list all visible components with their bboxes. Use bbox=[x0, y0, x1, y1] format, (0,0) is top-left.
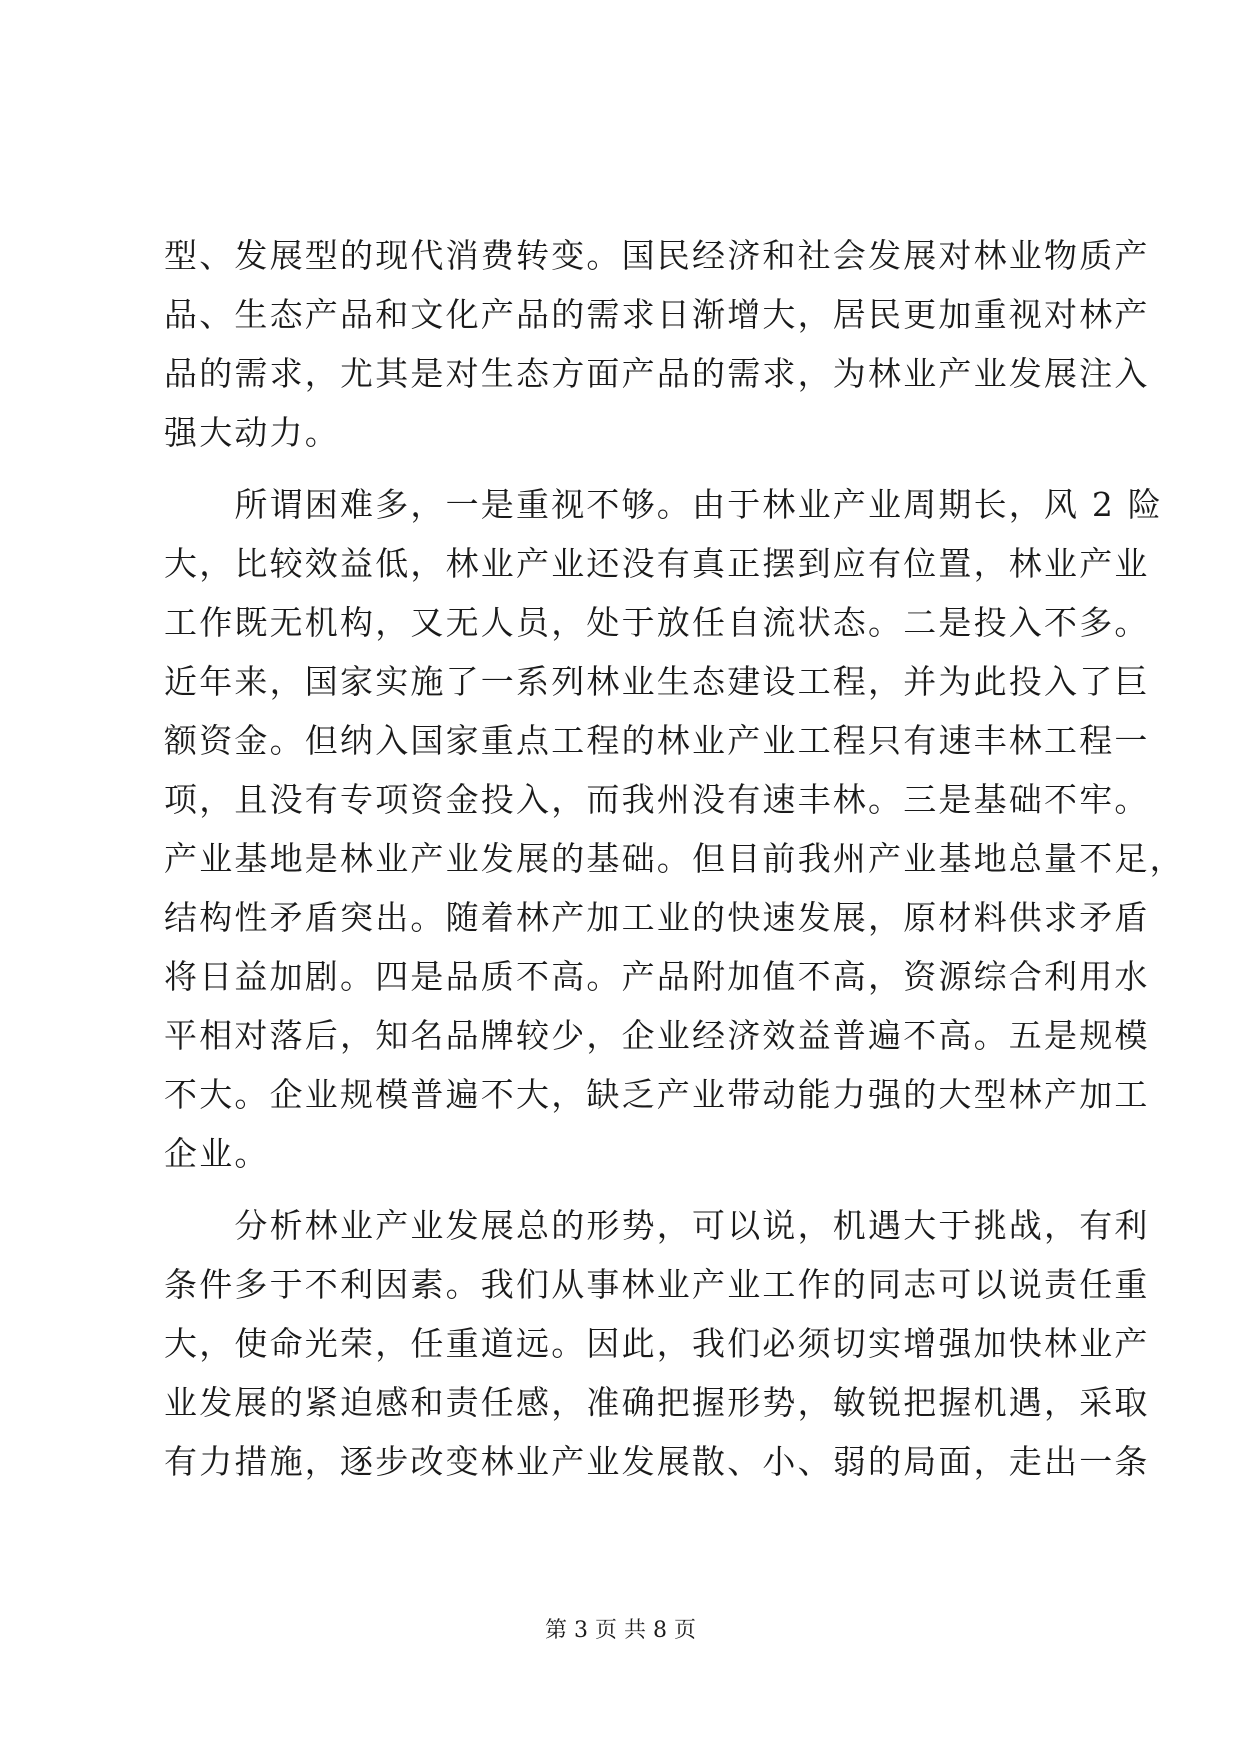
text-line: 额资金。但纳入国家重点工程的林业产业工程只有速丰林工程一 bbox=[164, 721, 1150, 760]
paragraph-gap bbox=[164, 1183, 1082, 1196]
text-line: 业发展的紧迫感和责任感，准确把握形势，敏锐把握机遇，采取 bbox=[164, 1383, 1150, 1422]
text-line: 大，使命光荣，任重道远。因此，我们必须切实增强加快林业产 bbox=[164, 1324, 1150, 1363]
text-line: 条件多于不利因素。我们从事林业产业工作的同志可以说责任重 bbox=[164, 1265, 1150, 1304]
text-line: 企业。 bbox=[164, 1134, 270, 1173]
text-line: 将日益加剧。四是品质不高。产品附加值不高，资源综合利用水 bbox=[164, 957, 1150, 996]
text-line: 有力措施，逐步改变林业产业发展散、小、弱的局面，走出一条 bbox=[164, 1442, 1150, 1481]
text-line: 强大动力。 bbox=[164, 413, 340, 452]
text-line: 大，比较效益低，林业产业还没有真正摆到应有位置，林业产业 bbox=[164, 544, 1150, 583]
text-line: 品的需求，尤其是对生态方面产品的需求，为林业产业发展注入 bbox=[164, 354, 1150, 393]
text-line: 品、生态产品和文化产品的需求日渐增大，居民更加重视对林产 bbox=[164, 295, 1150, 334]
text-line: 分析林业产业发展总的形势，可以说，机遇大于挑战，有利 bbox=[164, 1206, 1150, 1245]
text-line: 型、发展型的现代消费转变。国民经济和社会发展对林业物质产 bbox=[164, 236, 1150, 275]
text-line: 项，且没有专项资金投入，而我州没有速丰林。三是基础不牢。 bbox=[164, 780, 1150, 819]
page-number-label: 第 3 页 共 8 页 bbox=[545, 1618, 696, 1643]
text-line: 不大。企业规模普遍不大，缺乏产业带动能力强的大型林产加工 bbox=[164, 1075, 1150, 1114]
text-line: 所谓困难多，一是重视不够。由于林业产业周期长，风 2 险 bbox=[164, 485, 1163, 524]
text-line: 产业基地是林业产业发展的基础。但目前我州产业基地总量不足， bbox=[164, 839, 1185, 878]
page-footer bbox=[0, 1616, 1241, 1646]
paragraph-gap bbox=[164, 462, 1082, 475]
text-line: 平相对落后，知名品牌较少，企业经济效益普遍不高。五是规模 bbox=[164, 1016, 1150, 1055]
body-text bbox=[164, 226, 1185, 1491]
text-line: 近年来，国家实施了一系列林业生态建设工程，并为此投入了巨 bbox=[164, 662, 1150, 701]
text-line: 结构性矛盾突出。随着林产加工业的快速发展，原材料供求矛盾 bbox=[164, 898, 1150, 937]
text-line: 工作既无机构，又无人员，处于放任自流状态。二是投入不多。 bbox=[164, 603, 1150, 642]
